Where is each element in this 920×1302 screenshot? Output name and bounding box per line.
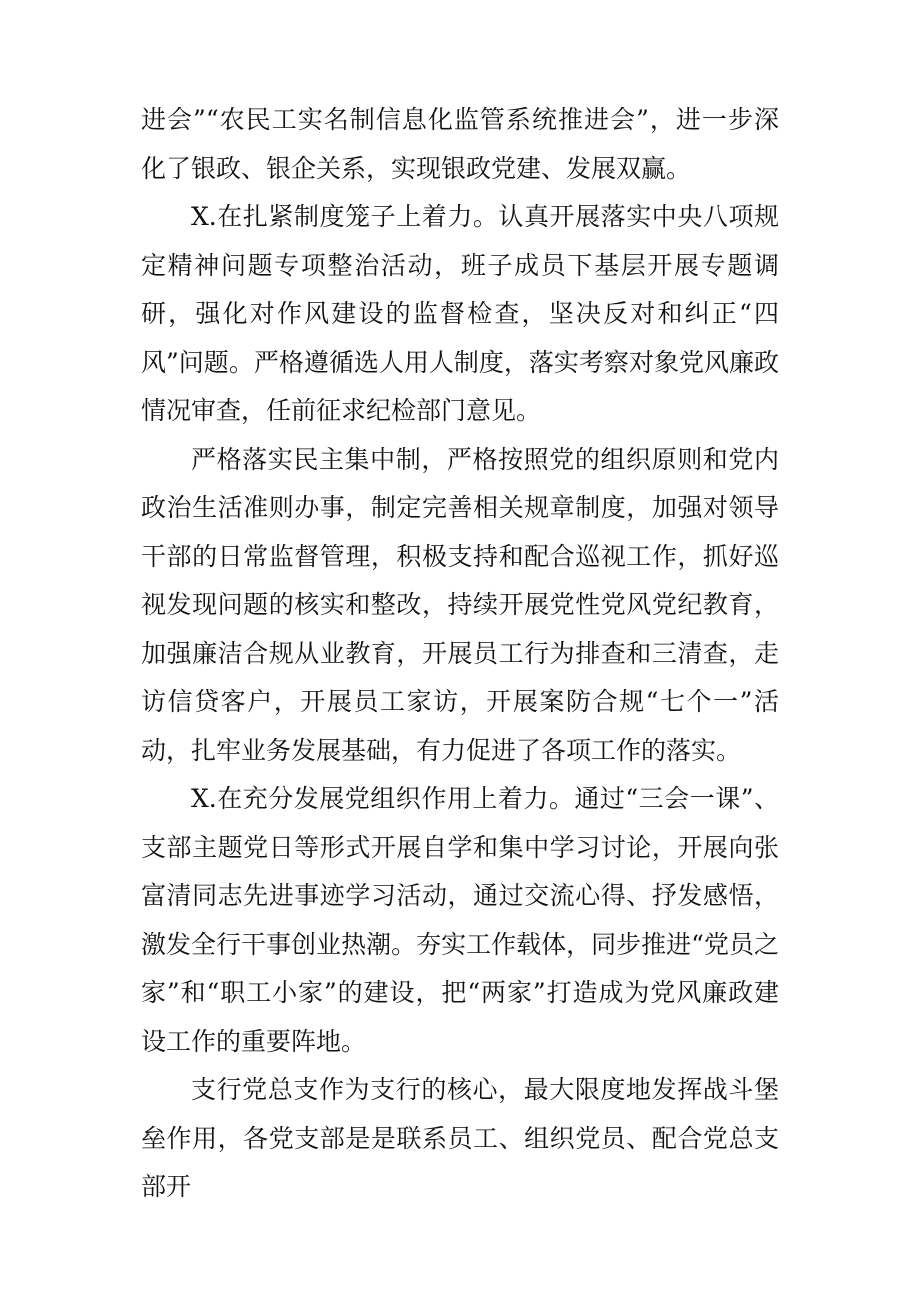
paragraph-democratic-centralism: 严格落实民主集中制，严格按照党的组织原则和党内政治生活准则办事，制定完善相关规章制度，加强对领导干部的日常监督管理，积极支持和配合巡视工作，抓好巡视发现问题的核实和整改，持续开展党性党风党纪教育，加强廉洁合规从业教育，开展员工行为排查和三清查，走访信贷客户，开展员工家访，开展案防合规“七个一”活动，扎牢业务发展基础，有力促进了各项工作的落实。 [141,444,779,765]
paragraph-institutional-cage: X.在扎紧制度笼子上着力。认真开展落实中央八项规定精神问题专项整治活动，班子成员下基层开展专题调研，强化对作风建设的监督检查，坚决反对和纠正“四风”问题。严格遵循选人用人制度，落实考察对象党风廉政情况审查，任前征求纪检部门意见。 [141,202,779,425]
paragraph-party-branch-core: 支行党总支作为支行的核心，最大限度地发挥战斗堡垒作用，各党支部是是联系员工、组织党员、配合党总支部开 [141,1075,779,1201]
paragraph-continuation: 进会”“农民工实名制信息化监管系统推进会”，进一步深化了银政、银企关系，实现银政党建、发展双赢。 [141,105,779,183]
paragraph-party-organization-role: X.在充分发展党组织作用上着力。通过“三会一课”、支部主题党日等形式开展自学和集中学习讨论，开展向张富清同志先进事迹学习活动，通过交流心得、抒发感悟，激发全行干事创业热潮。夯实工作载体，同步推进“党员之家”和“职工小家”的建设，把“两家”打造成为党风廉政建设工作的重要阵地。 [141,784,779,1056]
